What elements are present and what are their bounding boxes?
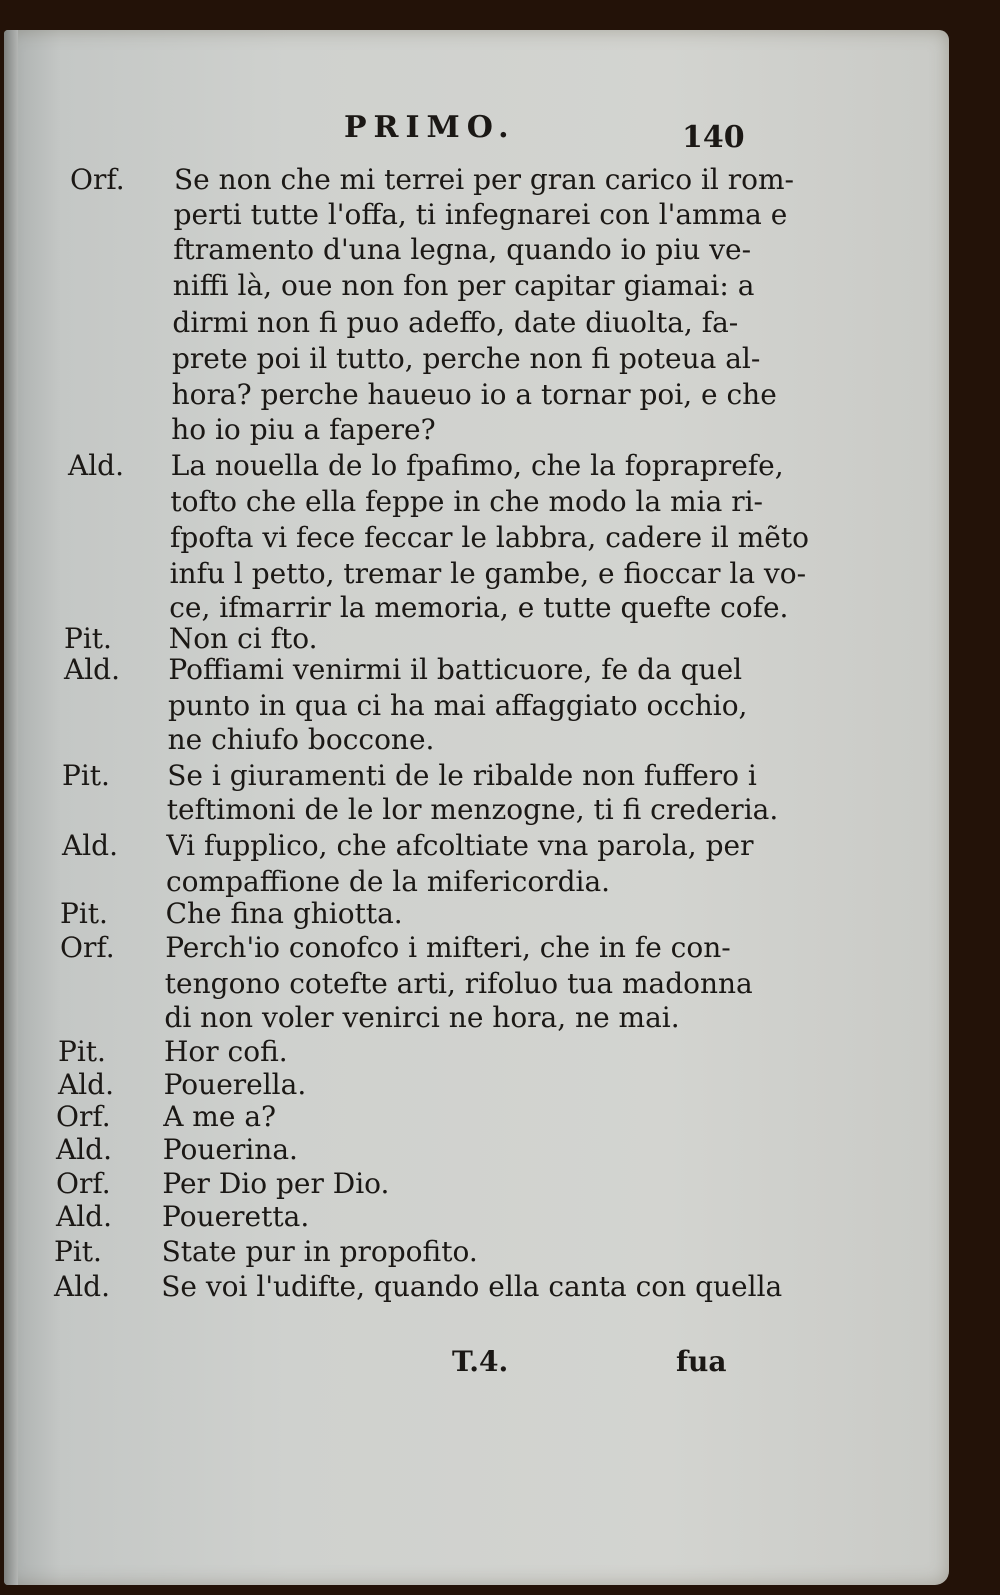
- speech-text: ce, ifmarrir la memoria, e tutte quefte cofe.: [169, 591, 789, 624]
- speaker-label: Pit.: [60, 897, 108, 930]
- speech-text: punto in qua ci ha mai affaggiato occhio,: [168, 689, 748, 722]
- signature-mark: T.4.: [452, 1345, 509, 1378]
- speech-text: A me a?: [163, 1100, 277, 1133]
- dialogue-line: [4, 521, 949, 561]
- dialogue-line: [4, 413, 949, 453]
- speech-text: Se non che mi terrei per gran carico il rom-: [174, 163, 795, 196]
- speaker-label: Ald.: [62, 829, 118, 862]
- book-page: [4, 30, 949, 1585]
- speech-text: teftimoni de le lor menzogne, ti fi crederia.: [166, 793, 779, 826]
- speech-text: di non voler venirci ne hora, ne mai.: [164, 1001, 680, 1034]
- speech-text: Hor cofi.: [164, 1035, 288, 1068]
- speech-text: niffi là, oue non fon per capitar giamai: a: [172, 269, 755, 302]
- speech-text: Poffiami venirmi il batticuore, fe da quel: [168, 653, 743, 686]
- speech-text: compaffione de la mifericordia.: [166, 865, 611, 898]
- dialogue-line: [4, 793, 949, 833]
- dialogue-line: [4, 163, 949, 203]
- dialogue-line: [4, 342, 949, 382]
- speech-text: Se i giuramenti de le ribalde non fuffero i: [167, 759, 757, 792]
- dialogue-line: [4, 1200, 949, 1240]
- dialogue-line: [4, 378, 949, 418]
- speaker-label: Orf.: [60, 931, 115, 964]
- speech-text: ho io piu a fapere?: [171, 413, 436, 446]
- speaker-label: Pit.: [58, 1035, 106, 1068]
- catchword: fua: [676, 1345, 727, 1378]
- speaker-label: Ald.: [56, 1200, 112, 1233]
- speech-text: hora? perche haueuo io a tornar poi, e che: [171, 378, 777, 411]
- speaker-label: Pit.: [64, 622, 112, 655]
- speaker-label: Ald.: [64, 653, 120, 686]
- dialogue-line: [4, 653, 949, 693]
- dialogue-line: [4, 449, 949, 489]
- speech-text: fpofta vi fece feccar le labbra, cadere il mẽto: [170, 521, 809, 554]
- speech-text: ftramento d'una legna, quando io piu ve-: [173, 233, 752, 266]
- dialogue-line: [4, 1270, 949, 1310]
- dialogue-line: [4, 198, 949, 238]
- speech-text: Pouerella.: [163, 1068, 307, 1101]
- dialogue-line: [4, 829, 949, 869]
- speaker-label: Orf.: [56, 1167, 111, 1200]
- page-number: 140: [682, 120, 745, 155]
- speaker-label: Pit.: [62, 759, 110, 792]
- speech-text: dirmi non fi puo adeffo, date diuolta, fa-: [172, 306, 739, 339]
- speech-text: State pur in propofito.: [161, 1235, 478, 1268]
- speech-text: tofto che ella feppe in che modo la mia ri-: [170, 485, 763, 518]
- speech-text: tengono cotefte arti, rifoluo tua madonna: [164, 967, 753, 1000]
- speech-text: prete poi il tutto, perche non fi poteua al-: [172, 342, 761, 375]
- running-head: PRIMO.: [344, 110, 516, 145]
- speech-text: Non ci fto.: [168, 622, 318, 655]
- speaker-label: Orf.: [56, 1100, 111, 1133]
- speech-text: perti tutte l'offa, ti infegnarei con l'amma e: [173, 198, 788, 231]
- speech-text: Vi fupplico, che afcoltiate vna parola, per: [166, 829, 754, 862]
- speech-text: infu l petto, tremar le gambe, e fioccar la vo-: [169, 557, 807, 590]
- speaker-label: Ald.: [54, 1270, 110, 1303]
- speech-text: ne chiufo boccone.: [167, 723, 435, 756]
- speech-text: Pouerina.: [162, 1133, 298, 1166]
- dialogue-line: [4, 306, 949, 346]
- speaker-label: Ald.: [58, 1068, 114, 1101]
- speaker-label: Ald.: [56, 1133, 112, 1166]
- speech-text: Se voi l'udifte, quando ella canta con quella: [161, 1270, 783, 1303]
- dialogue-line: [4, 723, 949, 763]
- dialogue-line: [4, 485, 949, 525]
- speech-text: Che fina ghiotta.: [165, 897, 403, 930]
- dialogue-line: [4, 233, 949, 273]
- dialogue-line: [4, 1235, 949, 1275]
- speech-text: Poueretta.: [162, 1200, 310, 1233]
- speaker-label: Ald.: [68, 449, 124, 482]
- speech-text: Per Dio per Dio.: [162, 1167, 390, 1200]
- speaker-label: Pit.: [54, 1235, 102, 1268]
- speech-text: La nouella de lo fpafimo, che la fopraprefe,: [170, 449, 784, 482]
- dialogue-line: [4, 269, 949, 309]
- speaker-label: Orf.: [70, 163, 125, 196]
- dialogue-line: [4, 931, 949, 971]
- speech-text: Perch'io conofco i mifteri, che in fe con-: [165, 931, 731, 964]
